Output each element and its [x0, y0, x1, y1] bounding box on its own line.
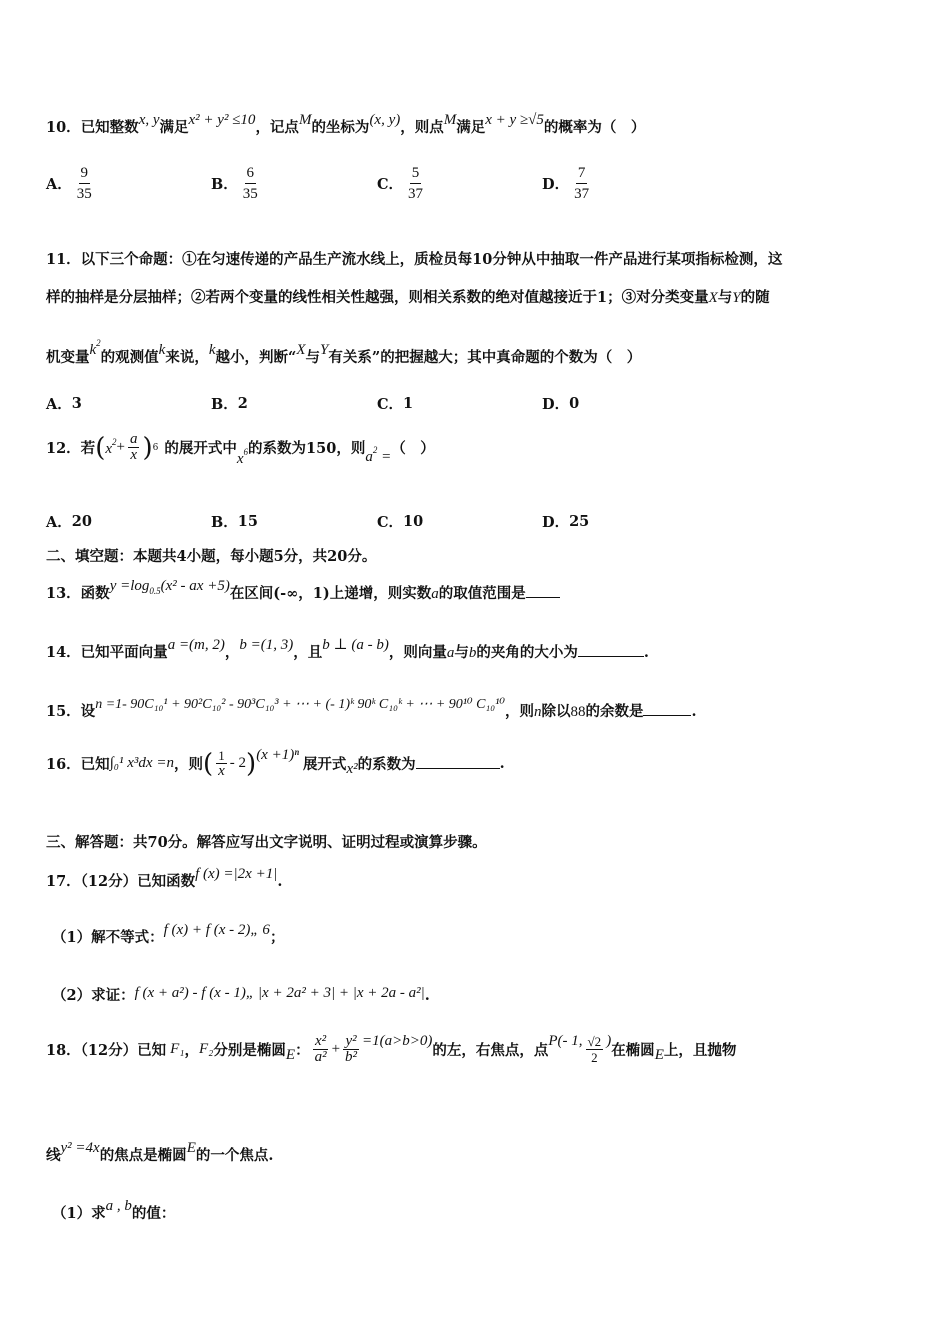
q11-line1: 11．以下三个命题：①在匀速传递的产品生产流水线上，质检员每10分钟从中抽取一件产品进行某项指标检测，这 [46, 251, 783, 268]
answer-blank [643, 705, 691, 716]
q10-option-d: D． $\frac{7}{37}$ [542, 165, 590, 202]
q12-option-b: B． 15 [211, 513, 258, 531]
q18-line2: 线y² =4x的焦点是椭圆E的一个焦点. [46, 1140, 274, 1164]
fraction: $\frac{7}{37}$ [574, 165, 590, 202]
fraction: $\frac{6}{35}$ [242, 165, 258, 202]
q12-stem: 12．若 ( $x^2$ + $\frac{a}{x}$ ) 6 的展开式中 $x^6$ 的系数为150，则 $a^2$ = （ ） [46, 431, 435, 467]
q18-stem: 18．（12分）已知 F₁ ， F₂ 分别是椭圆 E ： $\frac{\text{x²}}{\text{a²}}$ + $\frac{\text{y²}}{\text{b²}}$ =1(a>b>0) 的左，右焦点，点 P(- 1, $\frac{√2}{2}$ ) 在椭圆 E 上，且抛物 [46, 1033, 737, 1065]
q10-option-b: B． $\frac{6}{35}$ [211, 165, 258, 202]
section-heading-fill-in: 二、填空题：本题共4小题，每小题5分，共20分。 [46, 548, 377, 565]
q10-stem: 10．已知整数x, y满足x² + y² ≤10，记点M的坐标为(x, y)，则点M满足x + y ≥√5的概率为（ ） [46, 112, 646, 136]
q18-part1: （1）求a , b的值： [52, 1198, 176, 1222]
q11-line2: 样的抽样是分层抽样；②若两个变量的线性相关性越强，则相关系数的绝对值越接近于1；③对分类变量X与Y的随 [46, 289, 770, 306]
fraction: $\frac{9}{35}$ [76, 165, 92, 202]
q14-stem: 14．已知平面向量a =(m, 2)，b =(1, 3)，且b ⊥ (a - b)，则向量a与b的夹角的大小为 . [46, 637, 649, 661]
q12-option-c: C． 10 [377, 513, 424, 531]
q11-option-d: D． 0 [542, 395, 580, 413]
q13-stem: 13．函数$y =\log_{0.5}(x^2$ - ax +5)在区间(-∞，1)上递增，则实数a的取值范围是 [46, 582, 560, 604]
fraction: $\frac{√2}{2}$ [587, 1034, 602, 1065]
q10-option-c: C． $\frac{5}{37}$ [377, 165, 424, 202]
q11-option-a: A． 3 [46, 395, 82, 413]
answer-blank [416, 758, 500, 769]
q11-line3: 机变量$k^2$的观测值k来说，k越小，判断“X与Y有关系”的把握越大；其中真命题的个数为（ ） [46, 338, 642, 366]
fraction: $\frac{1}{x}$ [218, 748, 225, 779]
fraction: $\frac{\text{y²}}{\text{b²}}$ [345, 1033, 358, 1065]
answer-blank [526, 587, 560, 598]
answer-blank [578, 646, 644, 657]
q11-option-b: B． 2 [211, 395, 248, 413]
fraction: $\frac{a}{x}$ [129, 431, 138, 463]
section-heading-solve: 三、解答题：共70分。解答应写出文字说明、证明过程或演算步骤。 [46, 834, 487, 851]
q10-option-a: A． $\frac{9}{35}$ [46, 165, 92, 202]
q11-option-c: C． 1 [377, 395, 414, 413]
q15-stem: 15．设n =1- 90C₁₀¹ + 90²C₁₀² - 90³C₁₀³ + ⋯ + (- 1)ᵏ 90ᵏ C₁₀ᵏ + ⋯ + 90¹⁰ C₁₀¹⁰，则n除以88的余数是 . [46, 697, 697, 720]
q17-part2: （2）求证：f (x + a²) - f (x - 1)„ |x + 2a² + 3| + |x + 2a - a²|. [52, 985, 430, 1004]
q17-stem: 17．（12分）已知函数f (x) =|2x +1|. [46, 866, 283, 890]
q12-option-d: D． 25 [542, 513, 590, 531]
fraction: $\frac{\text{x²}}{\text{a²}}$ [314, 1033, 327, 1065]
q16-stem: 16．已知 ∫₀¹ x³dx =n ，则 ( $\frac{1}{x}$ - 2 ) (x +1)ⁿ 展开式 x² 的系数为 . [46, 747, 505, 779]
fraction: $\frac{5}{37}$ [408, 165, 424, 202]
q12-option-a: A． 20 [46, 513, 92, 531]
q17-part1: （1）解不等式：f (x) + f (x - 2)„ 6； [52, 922, 285, 946]
